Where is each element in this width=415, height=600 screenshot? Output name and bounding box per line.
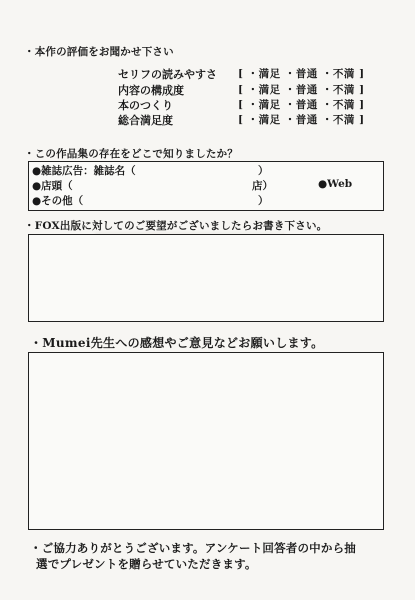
- rating-label-readability: セリフの読みやすさ: [118, 68, 217, 81]
- source-option-other[interactable]: ●その他（: [32, 195, 84, 207]
- rating-label-overall: 総合満足度: [118, 114, 173, 127]
- thanks-line-1: ・ご協力ありがとうございます。アンケート回答者の中から抽: [30, 541, 356, 555]
- ratings-heading: ・本作の評価をお聞かせ下さい: [24, 46, 174, 58]
- source-other-close: ）: [258, 195, 269, 207]
- rating-options-composition[interactable]: [ ・満足 ・普通 ・不満 ]: [238, 84, 365, 96]
- fox-request-heading: ・FOX出版に対してのご要望がございましたらお書き下さい。: [24, 220, 328, 232]
- source-heading: ・この作品集の存在をどこで知りましたか？: [24, 148, 238, 160]
- rating-label-composition: 内容の構成度: [118, 84, 184, 97]
- impressions-heading: ・Mumei先生への感想やご意見などお願いします。: [30, 336, 324, 350]
- rating-options-readability[interactable]: [ ・満足 ・普通 ・不満 ]: [238, 68, 365, 80]
- thanks-line-2: 選でプレゼントを贈らせていただきます。: [36, 557, 257, 571]
- source-option-web[interactable]: ●Web: [318, 178, 353, 190]
- fox-request-textbox[interactable]: [28, 234, 384, 322]
- source-option-store[interactable]: ●店頭（: [32, 180, 73, 192]
- source-magazine-close: ）: [258, 165, 269, 177]
- impressions-textbox[interactable]: [28, 352, 384, 530]
- source-option-magazine[interactable]: ●雑誌広告：雑誌名（: [32, 165, 136, 177]
- rating-options-overall[interactable]: [ ・満足 ・普通 ・不満 ]: [238, 114, 365, 126]
- source-store-suffix: 店）: [252, 180, 273, 192]
- rating-options-book-quality[interactable]: [ ・満足 ・普通 ・不満 ]: [238, 99, 365, 111]
- rating-label-book-quality: 本のつくり: [118, 99, 173, 112]
